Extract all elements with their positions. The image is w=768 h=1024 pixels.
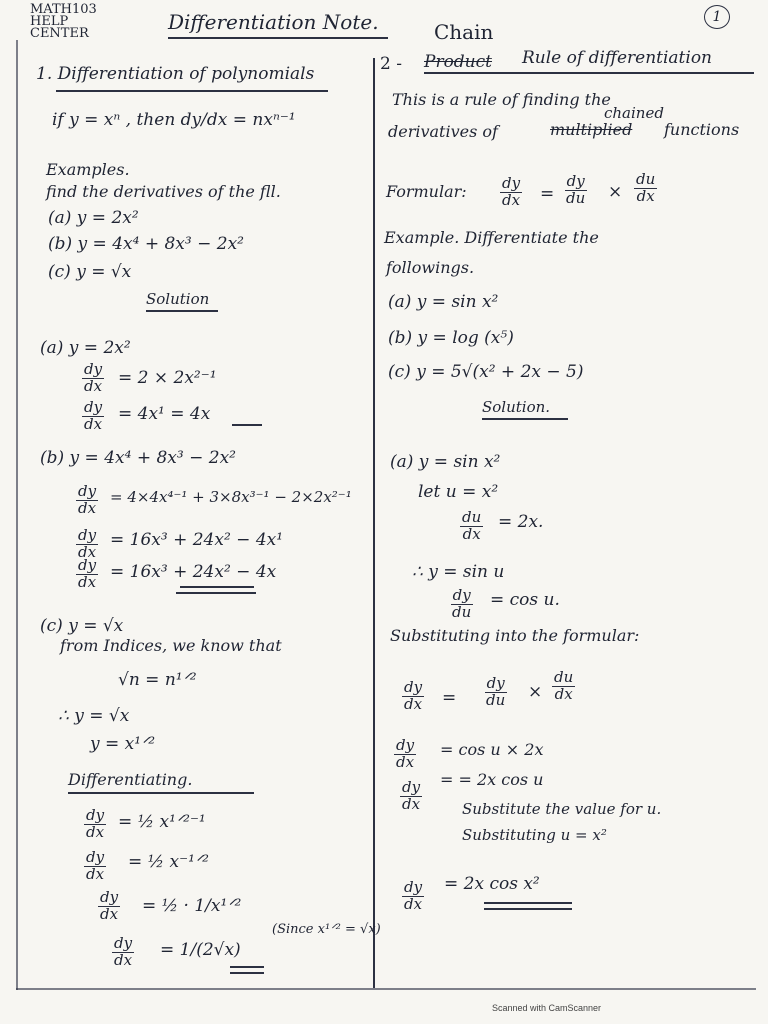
dy-du-fraction: $\frac{dy}{du}$	[452, 586, 472, 621]
formula-label: Formular:	[386, 182, 467, 201]
dy-dx-fraction: $\frac{dy}{dx}$	[78, 526, 97, 561]
right-example-a: (a) y = sin x²	[388, 292, 499, 312]
dy-dx-fraction: $\frac{dy}{dx}$	[78, 482, 97, 517]
solution-label-left: Solution	[146, 290, 210, 308]
solution-c-intro: from Indices, we know that	[60, 636, 282, 655]
differentiating-label: Differentiating.	[68, 770, 193, 789]
chain-desc-insert: chained	[604, 104, 664, 122]
solution-label-right: Solution.	[482, 398, 551, 416]
substituting-label: Substituting into the formular:	[390, 626, 640, 645]
formula-du-dx: $\frac{du}{dx}$	[636, 170, 656, 205]
bottom-line	[16, 988, 756, 990]
therefore-y: ∴ y = sin u	[412, 562, 505, 582]
right-heading-prefix: 2 -	[380, 54, 402, 74]
differentiating-underline	[68, 792, 254, 794]
substitute-u-value: Substituting u = x²	[462, 826, 607, 844]
solution-b-step1: = 4×4x⁴⁻¹ + 3×8x³⁻¹ − 2×2x²⁻¹	[110, 488, 352, 506]
solution-c-step6: = 1/(2√x)	[160, 940, 241, 960]
chain-desc-line2b: functions	[664, 120, 740, 139]
page-title: Differentiation Note.	[168, 10, 379, 34]
dy-du-fraction: $\frac{dy}{du}$	[486, 674, 506, 709]
right-example-c: (c) y = 5√(x² + 2x − 5)	[388, 362, 584, 382]
center-label-line1: MATH103	[30, 2, 97, 17]
subst-times: ×	[528, 682, 543, 702]
subst-step1-eq: =	[442, 688, 457, 708]
let-u: let u = x²	[418, 482, 499, 502]
du-dx-value: = 2x.	[498, 512, 544, 532]
chain-desc-line2a: derivatives of	[388, 122, 498, 141]
solution-a-eq: (a) y = 2x²	[40, 338, 131, 358]
solution-c-step5: = ½ · 1/x¹ᐟ²	[142, 896, 242, 916]
left-heading: 1. Differentiation of polynomials	[36, 64, 315, 84]
du-dx-fraction: $\frac{du}{dx}$	[462, 508, 482, 543]
solution-c-step2: y = x¹ᐟ²	[90, 734, 156, 754]
dy-du-value: = cos u.	[490, 590, 560, 610]
answer-underline	[230, 972, 264, 974]
formula-dy-dx: $\frac{dy}{dx}$	[502, 174, 521, 209]
example-intro: Example. Differentiate the	[384, 228, 599, 247]
chain-desc-line1: This is a rule of finding the	[392, 90, 611, 109]
final-answer: = 2x cos x²	[444, 874, 540, 894]
left-heading-underline	[56, 90, 328, 92]
solution-a-step2: = 4x¹ = 4x	[118, 404, 211, 424]
right-heading-underline	[424, 72, 754, 74]
dy-dx-fraction: $\frac{dy}{dx}$	[100, 888, 119, 923]
column-divider	[373, 58, 375, 988]
answer-underline	[180, 586, 254, 588]
dy-dx-fraction: $\frac{dy}{dx}$	[86, 848, 105, 883]
center-label-line2: HELP	[30, 14, 69, 29]
title-underline	[168, 37, 388, 39]
page-number: 1	[704, 5, 730, 29]
answer-underline	[232, 424, 262, 426]
example-followings: followings.	[386, 258, 475, 277]
solution-c-indices: √n = n¹ᐟ²	[118, 670, 197, 690]
dy-dx-fraction: $\frac{dy}{dx}$	[86, 806, 105, 841]
example-c: (c) y = √x	[48, 262, 132, 282]
dy-dx-fraction: $\frac{dy}{dx}$	[114, 934, 133, 969]
dy-dx-fraction: $\frac{dy}{dx}$	[404, 678, 423, 713]
left-margin-line	[16, 40, 18, 990]
dy-dx-fraction: $\frac{dy}{dx}$	[402, 778, 421, 813]
solution-c-step1: ∴ y = √x	[58, 706, 130, 726]
subst-step2: = cos u × 2x	[440, 740, 544, 759]
dy-dx-fraction: $\frac{dy}{dx}$	[404, 878, 423, 913]
solution-c-eq: (c) y = √x	[40, 616, 124, 636]
right-example-b: (b) y = log (x⁵)	[388, 328, 514, 348]
solution-underline-right	[482, 418, 568, 420]
solution-c-step3: = ½ x¹ᐟ²⁻¹	[118, 812, 206, 832]
since-note: (Since x¹ᐟ² = √x)	[272, 922, 381, 937]
right-heading-insert: Chain	[434, 20, 494, 44]
answer-underline	[230, 966, 264, 968]
examples-label: Examples.	[46, 160, 130, 179]
example-a: (a) y = 2x²	[48, 208, 139, 228]
solution-b-step3: = 16x³ + 24x² − 4x	[110, 562, 277, 582]
right-solution-a: (a) y = sin x²	[390, 452, 501, 472]
dy-dx-fraction: $\frac{dy}{dx}$	[78, 556, 97, 591]
scanner-watermark: Scanned with CamScanner	[492, 1003, 602, 1013]
solution-underline-left	[146, 310, 218, 312]
substitute-u-note: Substitute the value for u.	[462, 800, 662, 818]
subst-step3: = = 2x cos u	[440, 770, 544, 789]
dy-dx-fraction: $\frac{dy}{dx}$	[396, 736, 415, 771]
answer-underline	[484, 908, 572, 910]
example-b: (b) y = 4x⁴ + 8x³ − 2x²	[48, 234, 244, 254]
power-rule: if y = xⁿ , then dy/dx = nxⁿ⁻¹	[52, 110, 296, 130]
answer-underline	[484, 902, 572, 904]
right-heading-rest: Rule of differentiation	[522, 48, 712, 68]
du-dx-fraction: $\frac{du}{dx}$	[554, 668, 574, 703]
solution-c-step4: = ½ x⁻¹ᐟ²	[128, 852, 209, 872]
chain-desc-struck: multiplied	[550, 120, 633, 139]
center-label-line3: CENTER	[30, 26, 89, 41]
solution-a-step1: = 2 × 2x²⁻¹	[118, 368, 217, 388]
solution-b-eq: (b) y = 4x⁴ + 8x³ − 2x²	[40, 448, 236, 468]
dy-dx-fraction: $\frac{dy}{dx}$	[84, 360, 103, 395]
formula-dy-du: $\frac{dy}{du}$	[566, 172, 586, 207]
formula-times: ×	[608, 182, 623, 202]
formula-equals: =	[540, 184, 555, 204]
examples-task: find the derivatives of the fll.	[46, 182, 281, 201]
dy-dx-fraction: $\frac{dy}{dx}$	[84, 398, 103, 433]
answer-underline	[176, 592, 256, 594]
right-heading-struck: Product	[424, 52, 492, 72]
solution-b-step2: = 16x³ + 24x² − 4x¹	[110, 530, 284, 550]
